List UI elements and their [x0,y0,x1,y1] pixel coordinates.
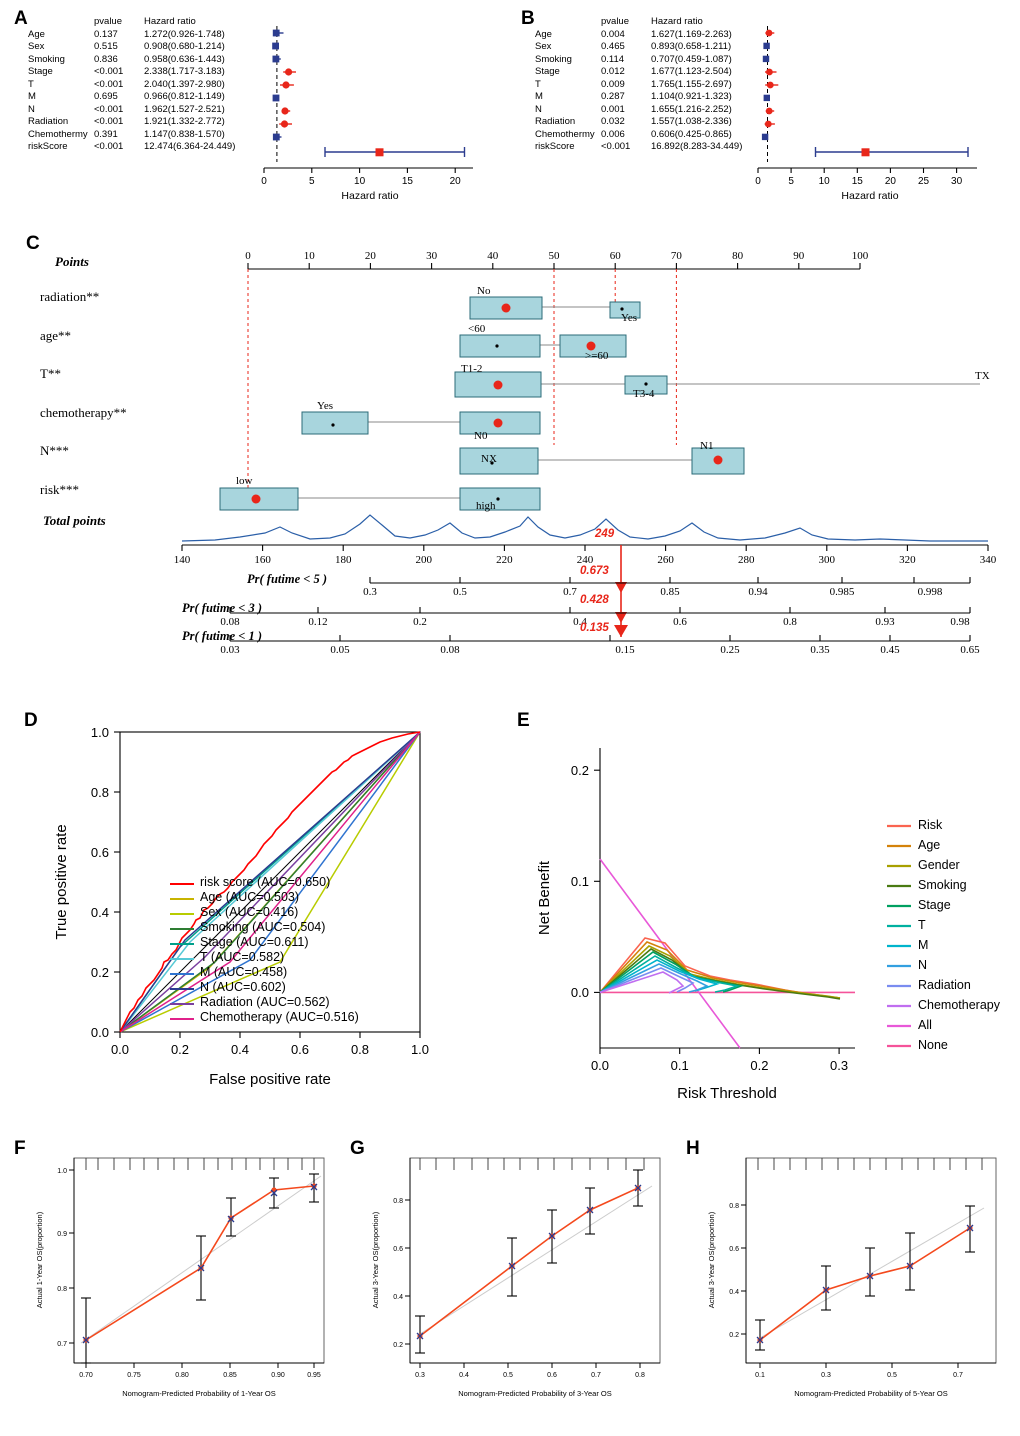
svg-text:Risk Threshold: Risk Threshold [677,1085,777,1102]
svg-text:0.65: 0.65 [960,644,980,655]
svg-text:0.2: 0.2 [729,1332,739,1339]
svg-text:0.3: 0.3 [821,1372,831,1379]
svg-text:Actual 3-Year OS(proportion): Actual 3-Year OS(proportion) [707,1211,716,1309]
svg-text:160: 160 [254,554,271,566]
svg-text:0.8: 0.8 [350,1042,370,1057]
row-p: 0.391 [94,128,118,140]
svg-text:0.4: 0.4 [729,1289,739,1296]
svg-text:0.98: 0.98 [950,616,970,628]
svg-text:0.6: 0.6 [90,845,109,860]
nomogram-level-t-t34: T3-4 [633,388,655,400]
row-var: M [535,91,543,102]
row-p: 0.695 [94,91,118,102]
svg-text:Actual 1-Year OS(proportion): Actual 1-Year OS(proportion) [35,1211,44,1309]
roc-legend-t: T (AUC=0.582) [200,950,285,964]
svg-text:0.4: 0.4 [393,1294,403,1301]
svg-text:0.7: 0.7 [57,1341,67,1348]
svg-text:220: 220 [496,554,513,566]
row-p: <0.001 [601,141,631,152]
svg-text:0.25: 0.25 [720,644,740,655]
svg-text:Actual 3-Year OS(proportion): Actual 3-Year OS(proportion) [371,1211,380,1309]
svg-text:0.6: 0.6 [729,1246,739,1253]
roc-legend-age: Age (AUC=0.503) [200,890,300,904]
row-p: 0.012 [601,66,625,77]
row-hr: 1.147(0.838-1.570) [144,128,225,140]
panel-label-c: C [26,233,40,254]
svg-text:0.4: 0.4 [459,1372,469,1379]
svg-text:200: 200 [415,554,433,566]
svg-text:True positive rate: True positive rate [53,824,70,940]
svg-text:0.75: 0.75 [127,1372,141,1379]
row-hr: 1.921(1.332-2.772) [144,116,225,127]
nomogram-pr3-marker: 0.428 [580,594,609,606]
row-p: 0.465 [601,41,625,52]
svg-text:0.0: 0.0 [570,985,589,1000]
nomogram-pr5-label: Pr( futime < 5 ) [247,572,328,586]
svg-text:Nomogram-Predicted Probability: Nomogram-Predicted Probability of 1-Year OS [122,1389,276,1398]
svg-text:30: 30 [951,176,963,187]
svg-text:0.6: 0.6 [290,1042,310,1057]
svg-text:0.8: 0.8 [393,1198,403,1205]
nomogram-level-n-n0: N0 [474,430,488,442]
roc-legend-stage: Stage (AUC=0.611) [200,935,309,949]
calibration-3year-chart [362,1148,672,1423]
svg-text:40: 40 [487,250,499,262]
svg-text:0.0: 0.0 [90,1025,109,1040]
row-hr: 1.677(1.123-2.504) [651,66,732,77]
svg-text:80: 80 [732,250,744,262]
svg-text:Nomogram-Predicted Probability: Nomogram-Predicted Probability of 3-Year OS [458,1389,612,1398]
svg-text:0.95: 0.95 [307,1372,321,1379]
nomogram-level-age-lt60: <60 [468,323,486,335]
svg-text:0.85: 0.85 [223,1372,237,1379]
row-var: riskScore [535,141,575,152]
row-var: N [28,103,35,115]
svg-text:0.2: 0.2 [393,1342,403,1349]
svg-text:5: 5 [309,176,315,187]
forest-a-xlabel: Hazard ratio [341,190,399,202]
forest-a-col-var [26,16,92,29]
row-p: <0.001 [94,78,124,90]
svg-text:0.8: 0.8 [783,616,797,628]
nomogram-level-n-n1: N1 [700,440,714,452]
nomogram-level-radiation-no: No [477,285,491,297]
row-var: M [28,91,36,102]
panel-label-g: G [350,1138,365,1159]
row-hr: 0.966(0.812-1.149) [144,91,225,102]
table-row [26,66,237,79]
svg-text:0.2: 0.2 [570,763,589,778]
row-hr: 1.104(0.921-1.323) [651,91,732,102]
svg-text:10: 10 [354,176,366,187]
row-p: <0.001 [94,141,124,152]
svg-text:0.1: 0.1 [755,1372,765,1379]
svg-text:140: 140 [173,554,191,566]
row-var: Smoking [535,53,572,65]
table-row [26,54,237,67]
nomogram-level-risk-high: high [476,500,496,512]
row-var: Smoking [28,53,65,65]
row-p: <0.001 [94,66,124,77]
svg-text:0.03: 0.03 [220,644,240,655]
roc-legend [200,875,359,1025]
table-row [533,116,744,129]
roc-legend-sex: Sex (AUC=0.416) [200,905,299,919]
forest-table-a [26,16,237,154]
forest-b-col-p: pvalue [601,16,629,27]
svg-text:0: 0 [261,176,267,187]
row-var: T [28,78,34,90]
svg-text:0.1: 0.1 [570,874,589,889]
row-p: <0.001 [94,103,124,115]
svg-text:0.15: 0.15 [615,644,635,655]
row-hr: 16.892(8.283-34.449) [651,141,743,152]
table-row [26,116,237,129]
svg-text:0.1: 0.1 [670,1058,689,1073]
table-row [533,91,744,104]
svg-text:False positive rate: False positive rate [209,1071,331,1088]
nomogram-level-chemo-yes: Yes [317,400,334,412]
row-p: 0.006 [601,128,625,140]
row-p: 0.004 [601,28,625,40]
svg-text:0.08: 0.08 [440,644,460,655]
svg-text:0.4: 0.4 [230,1042,250,1057]
svg-text:0.985: 0.985 [829,586,855,598]
row-var: Sex [28,41,45,52]
svg-text:5: 5 [788,176,794,187]
row-var: Chemothermy [28,128,88,140]
svg-text:15: 15 [401,176,413,187]
svg-text:0.5: 0.5 [503,1372,513,1379]
nomogram-row-label-n: N*** [40,443,69,458]
row-hr: 0.908(0.680-1.214) [144,41,225,52]
svg-text:0.2: 0.2 [413,616,427,628]
svg-text:0.8: 0.8 [729,1203,739,1210]
forest-b-xlabel: Hazard ratio [841,190,899,202]
dca-legend-n: N [918,958,928,972]
row-var: Radiation [28,116,69,127]
table-row [26,104,237,117]
nomogram-row-label-age: age** [40,328,72,343]
row-var: Stage [28,66,53,77]
svg-text:0.6: 0.6 [393,1246,403,1253]
svg-text:0.7: 0.7 [563,586,577,598]
svg-text:15: 15 [851,176,863,187]
svg-text:60: 60 [609,250,621,262]
svg-text:20: 20 [884,176,896,187]
svg-text:0.8: 0.8 [90,785,109,800]
svg-text:0.90: 0.90 [271,1372,285,1379]
svg-text:0.35: 0.35 [810,644,830,655]
svg-text:240: 240 [576,554,594,566]
dca-legend-m: M [918,938,929,952]
row-hr: 1.627(1.169-2.263) [651,28,732,40]
svg-text:0.0: 0.0 [110,1042,130,1057]
svg-text:180: 180 [334,554,352,566]
svg-text:Net Benefit: Net Benefit [536,860,553,936]
row-p: 0.032 [601,116,625,127]
svg-text:0.70: 0.70 [79,1372,93,1379]
nomogram-level-age-ge60: >=60 [585,350,609,362]
svg-text:0.3: 0.3 [415,1372,425,1379]
roc-legend-chemotherapy: Chemotherapy (AUC=0.516) [200,1010,359,1024]
forest-table-b [533,16,744,154]
nomogram-level-t-t12: T1-2 [461,363,483,375]
nomogram-level-t-tx: TX [975,370,990,382]
svg-text:50: 50 [548,250,560,262]
calibration-1year-chart [26,1148,336,1423]
svg-text:Nomogram-Predicted Probability: Nomogram-Predicted Probability of 5-Year OS [794,1389,948,1398]
svg-text:30: 30 [426,250,438,262]
nomogram-pr5-marker: 0.673 [580,565,609,577]
dca-legend-smoking: Smoking [918,878,967,892]
svg-text:0.6: 0.6 [547,1372,557,1379]
nomogram-points-label: Points [55,254,89,269]
svg-text:20: 20 [364,250,376,262]
roc-legend-n: N (AUC=0.602) [200,980,286,994]
svg-text:0.0: 0.0 [590,1058,610,1073]
nomogram-level-radiation-yes: Yes [621,312,638,324]
row-p: 0.009 [601,78,625,90]
row-var: Age [28,28,45,40]
table-row [26,141,237,154]
svg-text:340: 340 [979,554,997,566]
svg-text:0.08: 0.08 [220,616,240,628]
svg-text:1.0: 1.0 [57,1168,67,1175]
table-row [533,29,744,42]
svg-text:25: 25 [917,176,930,187]
svg-text:0.6: 0.6 [673,616,687,628]
svg-text:0.8: 0.8 [635,1372,645,1379]
roc-legend-smoking: Smoking (AUC=0.504) [200,920,326,934]
svg-text:0.85: 0.85 [660,586,680,598]
row-var: Chemothermy [535,128,595,140]
row-var: Sex [535,41,552,52]
row-hr: 0.893(0.658-1.211) [651,41,732,52]
row-p: 0.001 [601,103,625,115]
svg-text:0.4: 0.4 [573,616,587,628]
nomogram-row-label-risk: risk*** [40,482,79,497]
row-hr: 0.606(0.425-0.865) [651,128,732,140]
svg-text:90: 90 [793,250,805,262]
svg-text:0.05: 0.05 [330,644,350,655]
row-p: 0.137 [94,28,118,40]
nomogram-total-points-marker: 249 [595,528,615,540]
row-hr: 12.474(6.364-24.449) [144,141,236,152]
svg-text:260: 260 [657,554,674,566]
forest-plot-b [753,22,993,192]
svg-text:0.998: 0.998 [917,586,943,598]
table-row [533,129,744,142]
svg-text:300: 300 [818,554,836,566]
table-row [26,129,237,142]
dca-legend-radiation: Radiation [918,978,971,992]
svg-text:0.93: 0.93 [875,616,895,628]
svg-text:10: 10 [818,176,830,187]
panel-label-b: B [521,8,535,29]
svg-text:0.5: 0.5 [887,1372,897,1379]
svg-text:70: 70 [670,250,682,262]
row-var: riskScore [28,141,68,152]
panel-label-d: D [24,710,38,731]
table-row [26,29,237,42]
nomogram-level-n-nx: NX [481,453,497,465]
row-p: 0.515 [94,41,118,52]
row-hr: 0.707(0.459-1.087) [651,53,732,65]
dca-legend-risk: Risk [918,818,943,832]
roc-legend-m: M (AUC=0.458) [200,965,288,979]
row-p: 0.287 [601,91,625,102]
svg-text:0.5: 0.5 [453,586,467,598]
svg-text:0.7: 0.7 [953,1372,963,1379]
dca-legend-t: T [918,918,926,932]
svg-text:10: 10 [303,250,315,262]
panel-label-h: H [686,1138,700,1159]
row-p: 0.836 [94,53,118,65]
row-var: Stage [535,66,560,77]
table-row [26,41,237,54]
nomogram-row-label-t: T** [40,366,61,381]
forest-a-col-hr: Hazard ratio [144,16,196,27]
dca-legend [918,818,1000,1058]
svg-text:0.2: 0.2 [170,1042,190,1057]
table-row [26,91,237,104]
dca-legend-stage: Stage [918,898,951,912]
forest-b-col-var [533,16,599,29]
svg-text:0.9: 0.9 [57,1231,67,1238]
panel-label-a: A [14,8,28,29]
svg-text:0.45: 0.45 [880,644,900,655]
row-var: T [535,78,541,90]
nomogram-row-label-chemotherapy: chemotherapy** [40,405,127,420]
svg-text:1.0: 1.0 [90,725,109,740]
row-hr: 2.040(1.397-2.980) [144,78,225,90]
row-hr: 0.958(0.636-1.443) [144,53,225,65]
row-p: <0.001 [94,116,124,127]
svg-text:0.3: 0.3 [363,586,377,598]
panel-label-e: E [517,710,530,731]
row-hr: 1.557(1.038-2.336) [651,116,732,127]
svg-text:0.8: 0.8 [57,1286,67,1293]
svg-text:0: 0 [245,250,251,262]
svg-text:280: 280 [737,554,755,566]
dca-legend-gender: Gender [918,858,960,872]
svg-text:0.4: 0.4 [90,905,109,920]
forest-a-col-p: pvalue [94,16,122,27]
nomogram-pr1-marker: 0.135 [580,622,609,634]
nomogram-level-risk-low: low [236,475,253,487]
dca-legend-none: None [918,1038,948,1052]
nomogram-pr3-label: Pr( futime < 3 ) [182,601,263,615]
forest-plot-a [258,22,488,192]
table-row [533,41,744,54]
svg-text:0.2: 0.2 [750,1058,769,1073]
nomogram-pr1-label: Pr( futime < 1 ) [182,629,263,643]
dca-legend-age: Age [918,838,941,852]
row-hr: 1.272(0.926-1.748) [144,28,225,40]
svg-text:0.3: 0.3 [830,1058,849,1073]
table-row [533,66,744,79]
row-var: Age [535,28,552,40]
panel-label-f: F [14,1138,26,1159]
table-row [26,79,237,92]
row-hr: 1.962(1.527-2.521) [144,103,225,115]
row-hr: 2.338(1.717-3.183) [144,66,225,77]
row-var: N [535,103,542,115]
roc-legend-radiation: Radiation (AUC=0.562) [200,995,330,1009]
forest-b-col-hr: Hazard ratio [651,16,703,27]
table-row [533,79,744,92]
row-var: Radiation [535,116,576,127]
nomogram-row-label-radiation: radiation** [40,289,100,304]
row-hr: 1.655(1.216-2.252) [651,103,732,115]
nomogram-total-points-label: Total points [43,513,106,528]
svg-text:0.80: 0.80 [175,1372,189,1379]
svg-text:0.7: 0.7 [591,1372,601,1379]
dca-legend-all: All [918,1018,932,1032]
svg-text:0.2: 0.2 [90,965,109,980]
svg-text:1.0: 1.0 [410,1042,430,1057]
table-row [533,141,744,154]
svg-text:320: 320 [899,554,916,566]
calibration-5year-chart [698,1148,1008,1423]
svg-text:20: 20 [449,176,461,187]
table-row [533,104,744,117]
svg-text:0: 0 [755,176,761,187]
table-row [533,54,744,67]
roc-legend-risk: risk score (AUC=0.650) [200,875,331,889]
row-p: 0.114 [601,53,625,65]
svg-text:0.12: 0.12 [308,616,328,628]
dca-legend-chemotherapy: Chemotherapy [918,998,1000,1012]
svg-text:100: 100 [851,250,869,262]
svg-text:0.94: 0.94 [748,586,768,598]
row-hr: 1.765(1.155-2.697) [651,78,732,90]
